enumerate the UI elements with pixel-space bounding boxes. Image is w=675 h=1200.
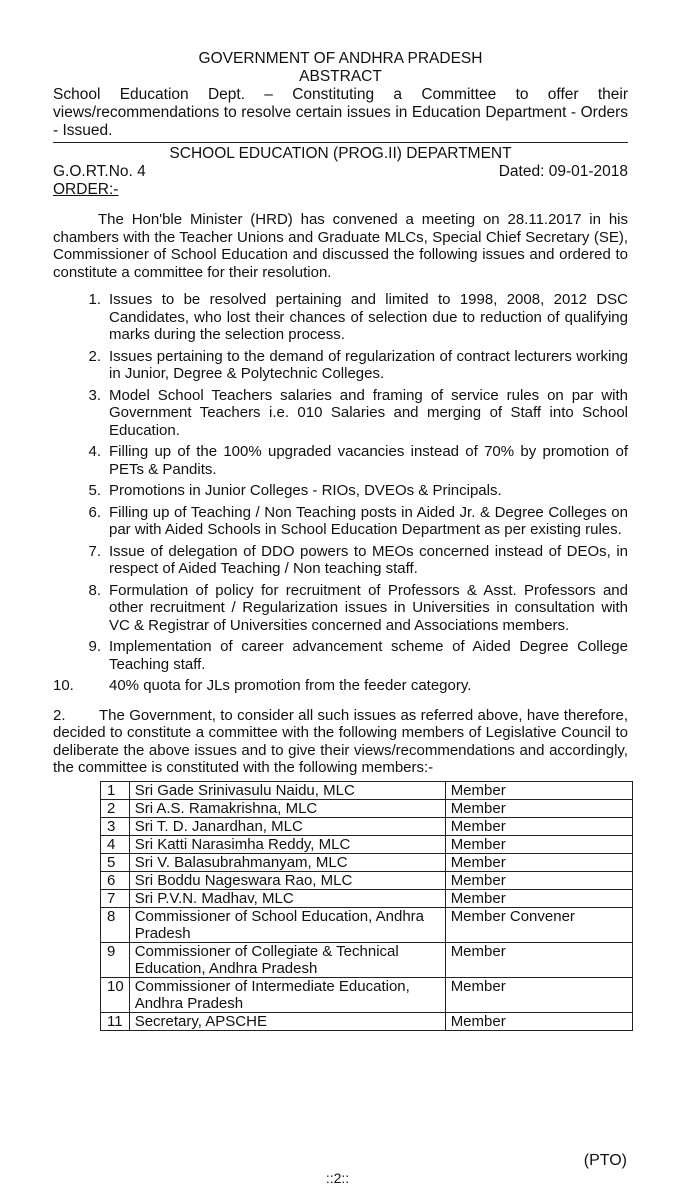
member-name: Commissioner of School Education, Andhra Pradesh (129, 907, 445, 942)
member-name: Sri A.S. Ramakrishna, MLC (129, 799, 445, 817)
issue-text: Issues pertaining to the demand of regularization of contract lecturers working in Junior, Degree & Polytechnic Colleges. (109, 347, 628, 382)
paragraph-2 (53, 707, 628, 777)
pto-marker: (PTO) (583, 1152, 627, 1169)
member-role: Member (445, 977, 632, 1012)
issue-number: 9. (88, 638, 101, 655)
issues-list (53, 291, 628, 695)
member-row (101, 799, 633, 817)
issue-number: 8. (88, 581, 101, 599)
issue-item (53, 291, 628, 344)
member-row (101, 977, 633, 1012)
member-number: 1 (101, 781, 130, 799)
member-name: Sri V. Balasubrahmanyam, MLC (129, 853, 445, 871)
member-role: Member (445, 817, 632, 835)
issue-text: Issues to be resolved pertaining and limited to 1998, 2008, 2012 DSC Candidates, who lost their chances of selection due to reduction of qualifying marks during the selection process. (109, 291, 628, 343)
member-row (101, 853, 633, 871)
member-name: Sri P.V.N. Madhav, MLC (129, 889, 445, 907)
issue-text: Issue of delegation of DDO powers to MEOs concerned instead of DEOs, in respect of Aided Teaching / Non teaching staff. (109, 542, 628, 577)
member-number: 6 (101, 871, 130, 889)
member-role: Member (445, 781, 632, 799)
issue-number: 3. (88, 386, 101, 404)
member-name: Sri Katti Narasimha Reddy, MLC (129, 835, 445, 853)
member-row (101, 907, 633, 942)
member-number: 7 (101, 889, 130, 907)
member-number: 11 (101, 1012, 130, 1030)
page-number: ::2:: (325, 1170, 350, 1186)
issue-text: Model School Teachers salaries and framing of service rules on par with Government Teachers i.e. 010 Salaries and merging of Staff into School Education. (109, 386, 628, 439)
member-name: Sri Boddu Nageswara Rao, MLC (129, 871, 445, 889)
issue-item (53, 504, 628, 539)
abstract-heading: ABSTRACT (299, 68, 382, 85)
issue-text: 40% quota for JLs promotion from the feeder category. (109, 677, 472, 694)
issue-number: 6. (88, 503, 101, 521)
issue-text: Filling up of the 100% upgraded vacancies instead of 70% by promotion of PETs & Pandits. (109, 443, 628, 478)
member-number: 10 (101, 977, 130, 1012)
member-role: Member (445, 1012, 632, 1030)
issue-item (53, 677, 628, 695)
paragraph-2-text: The Government, to consider all such issues as referred above, have therefore, decided to constitute a committee with the following members of Legislative Council to deliberate the above issues and to give their views/recommendations and accordingly, the committee is constituted with the following members:- (53, 706, 628, 776)
issue-number: 5. (88, 482, 101, 499)
department-heading: SCHOOL EDUCATION (PROG.II) DEPARTMENT (169, 145, 512, 162)
subject-line: School Education Dept. – Constituting a Committee to offer their views/recommendations to resolve certain issues in Education Department - Orders - Issued. (53, 86, 628, 139)
member-row (101, 781, 633, 799)
member-row (101, 942, 633, 977)
member-name: Sri Gade Srinivasulu Naidu, MLC (129, 781, 445, 799)
intro-paragraph: The Hon'ble Minister (HRD) has convened a meeting on 28.11.2017 in his chambers with the Teacher Unions and Graduate MLCs, Special Chief Secretary (SE), Commissioner of School Education and discussed the following issues and ordered to constitute a committee for their resolution. (53, 211, 628, 281)
member-role: Member Convener (445, 907, 632, 942)
issue-number: 2. (88, 347, 101, 365)
member-name: Sri T. D. Janardhan, MLC (129, 817, 445, 835)
member-row (101, 1012, 633, 1030)
paragraph-2-number: 2. (53, 706, 66, 724)
member-role: Member (445, 799, 632, 817)
go-date: Dated: 09-01-2018 (498, 163, 628, 180)
issue-item (53, 582, 628, 635)
member-role: Member (445, 871, 632, 889)
issue-item (53, 387, 628, 440)
member-number: 3 (101, 817, 130, 835)
issue-text: Formulation of policy for recruitment of Professors & Asst. Professors and other recruitment / Regularization issues in Universities in consultation with VC & Registrar of Universities concerned and Associations members. (109, 581, 628, 634)
issue-item (53, 638, 628, 673)
issue-item (53, 443, 628, 478)
header-divider (53, 142, 628, 143)
issue-item (53, 348, 628, 383)
member-row (101, 889, 633, 907)
member-row (101, 835, 633, 853)
member-role: Member (445, 835, 632, 853)
issue-number: 10. (53, 677, 74, 694)
member-role: Member (445, 942, 632, 977)
issue-item (53, 543, 628, 578)
member-name: Commissioner of Intermediate Education, Andhra Pradesh (129, 977, 445, 1012)
member-name: Secretary, APSCHE (129, 1012, 445, 1030)
member-number: 2 (101, 799, 130, 817)
issue-text: Filling up of Teaching / Non Teaching posts in Aided Jr. & Degree Colleges on par with Aided Schools in School Education Department as per existing rules. (109, 503, 628, 538)
member-role: Member (445, 853, 632, 871)
go-number: G.O.RT.No. 4 (53, 163, 146, 180)
issue-number: 1. (88, 291, 101, 308)
committee-members-table (100, 781, 633, 1031)
member-number: 9 (101, 942, 130, 977)
government-heading: GOVERNMENT OF ANDHRA PRADESH (198, 50, 483, 67)
member-number: 8 (101, 907, 130, 942)
member-row (101, 871, 633, 889)
issue-number: 7. (88, 542, 101, 560)
member-number: 5 (101, 853, 130, 871)
member-number: 4 (101, 835, 130, 853)
go-reference-row (53, 163, 628, 181)
member-role: Member (445, 889, 632, 907)
issue-text: Promotions in Junior Colleges - RIOs, DVEOs & Principals. (109, 482, 502, 499)
issue-item (53, 482, 628, 500)
member-name: Commissioner of Collegiate & Technical Education, Andhra Pradesh (129, 942, 445, 977)
order-label: ORDER:- (53, 181, 119, 198)
member-row (101, 817, 633, 835)
issue-number: 4. (88, 443, 101, 460)
issue-text: Implementation of career advancement scheme of Aided Degree College Teaching staff. (109, 638, 628, 673)
